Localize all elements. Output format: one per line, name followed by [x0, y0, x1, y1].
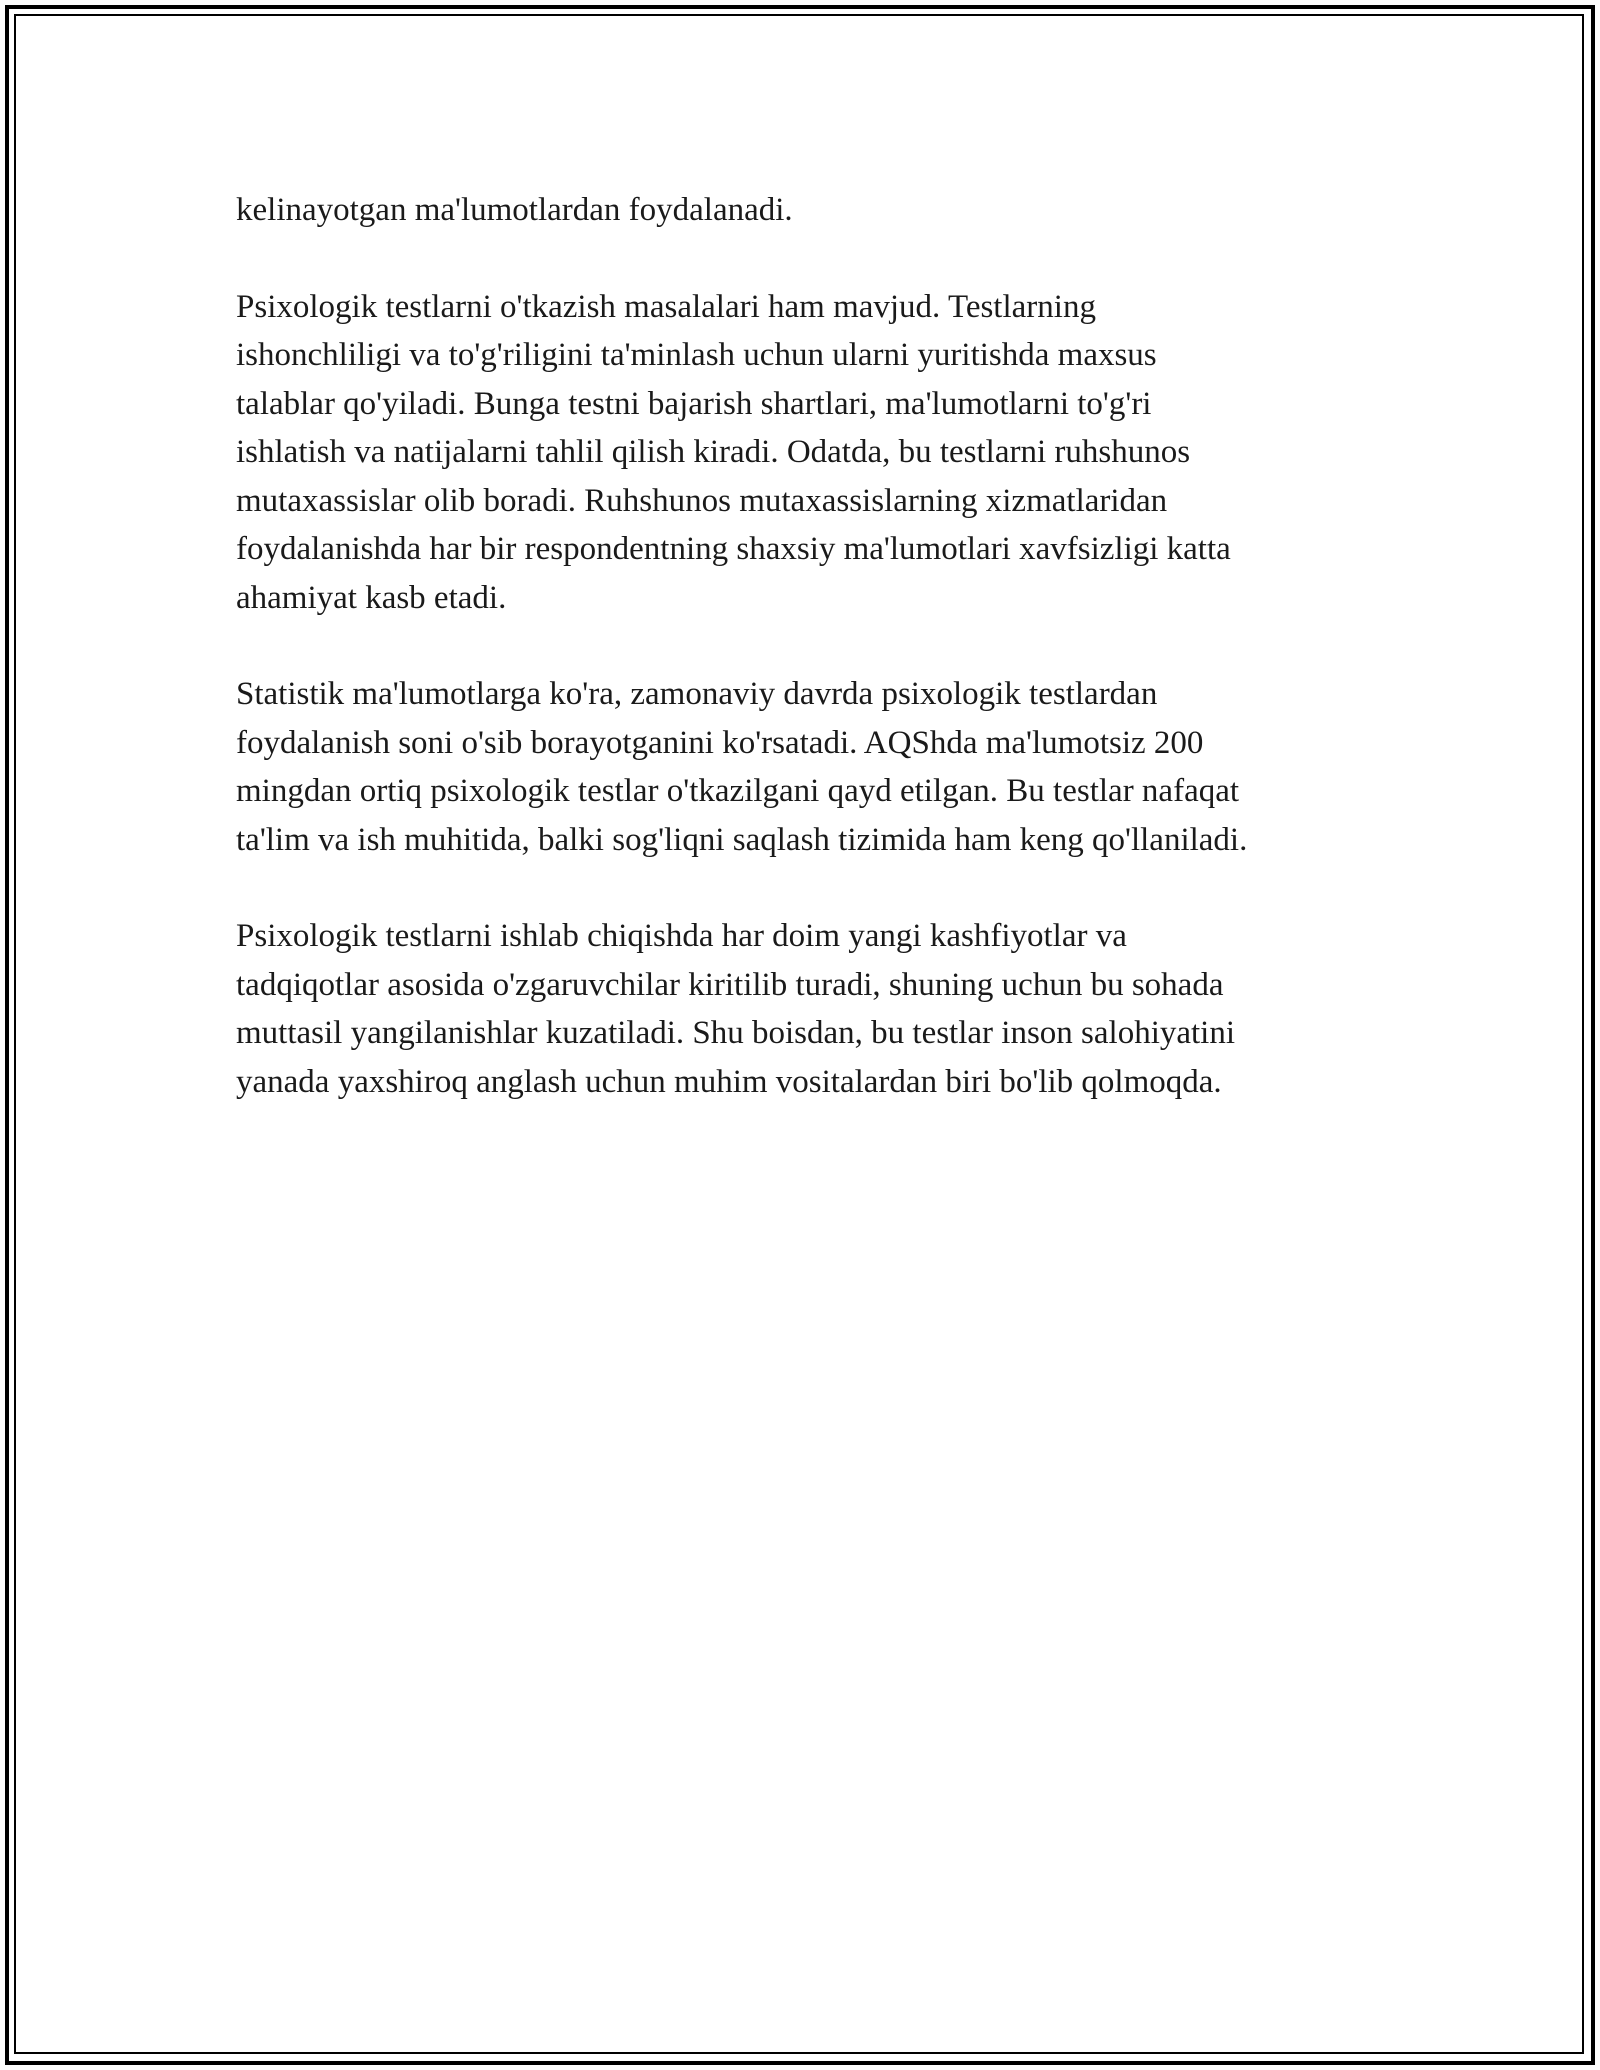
paragraph-statistics: Statistik ma'lumotlarga ko'ra, zamonaviy davrda psixologik testlardan foydalanish soni o'sib borayotganini ko'rsatadi. AQShda ma'lumotsiz 200 mingdan ortiq psixologik testlar o'tkazilgani qayd etilgan. Bu testlar nafaqat ta'lim va ish muhitida, balki sog'liqni saqlash tizimida ham keng qo'llaniladi. [236, 676, 1248, 858]
page-body [236, 186, 1386, 1154]
paragraph-continuation: kelinayotgan ma'lumotlardan foydalanadi. [236, 192, 793, 228]
paragraph-test-administration: Psixologik testlarni o'tkazish masalalari ham mavjud. Testlarning ishonchliligi va to'g'riligini ta'minlash uchun ularni yuritishda maxsus talablar qo'yiladi. Bunga testni bajarish shartlari, ma'lumotlarni to'g'ri ishlatish va natijalarni tahlil qilish kiradi. Odatda, bu testlarni ruhshunos mutaxassislar olib boradi. Ruhshunos mutaxassislarning xizmatlaridan foydalanishda har bir respondentning shaxsiy ma'lumotlari xavfsizligi katta ahamiyat kasb etadi. [236, 288, 1231, 616]
paragraph-development: Psixologik testlarni ishlab chiqishda har doim yangi kashfiyotlar va tadqiqotlar asosida o'zgaruvchilar kiritilib turadi, shuning uchun bu sohada muttasil yangilanishlar kuzatiladi. Shu boisdan, bu testlar inson salohiyatini yanada yaxshiroq anglash uchun muhim vositalardan biri bo'lib qolmoqda. [236, 918, 1236, 1100]
